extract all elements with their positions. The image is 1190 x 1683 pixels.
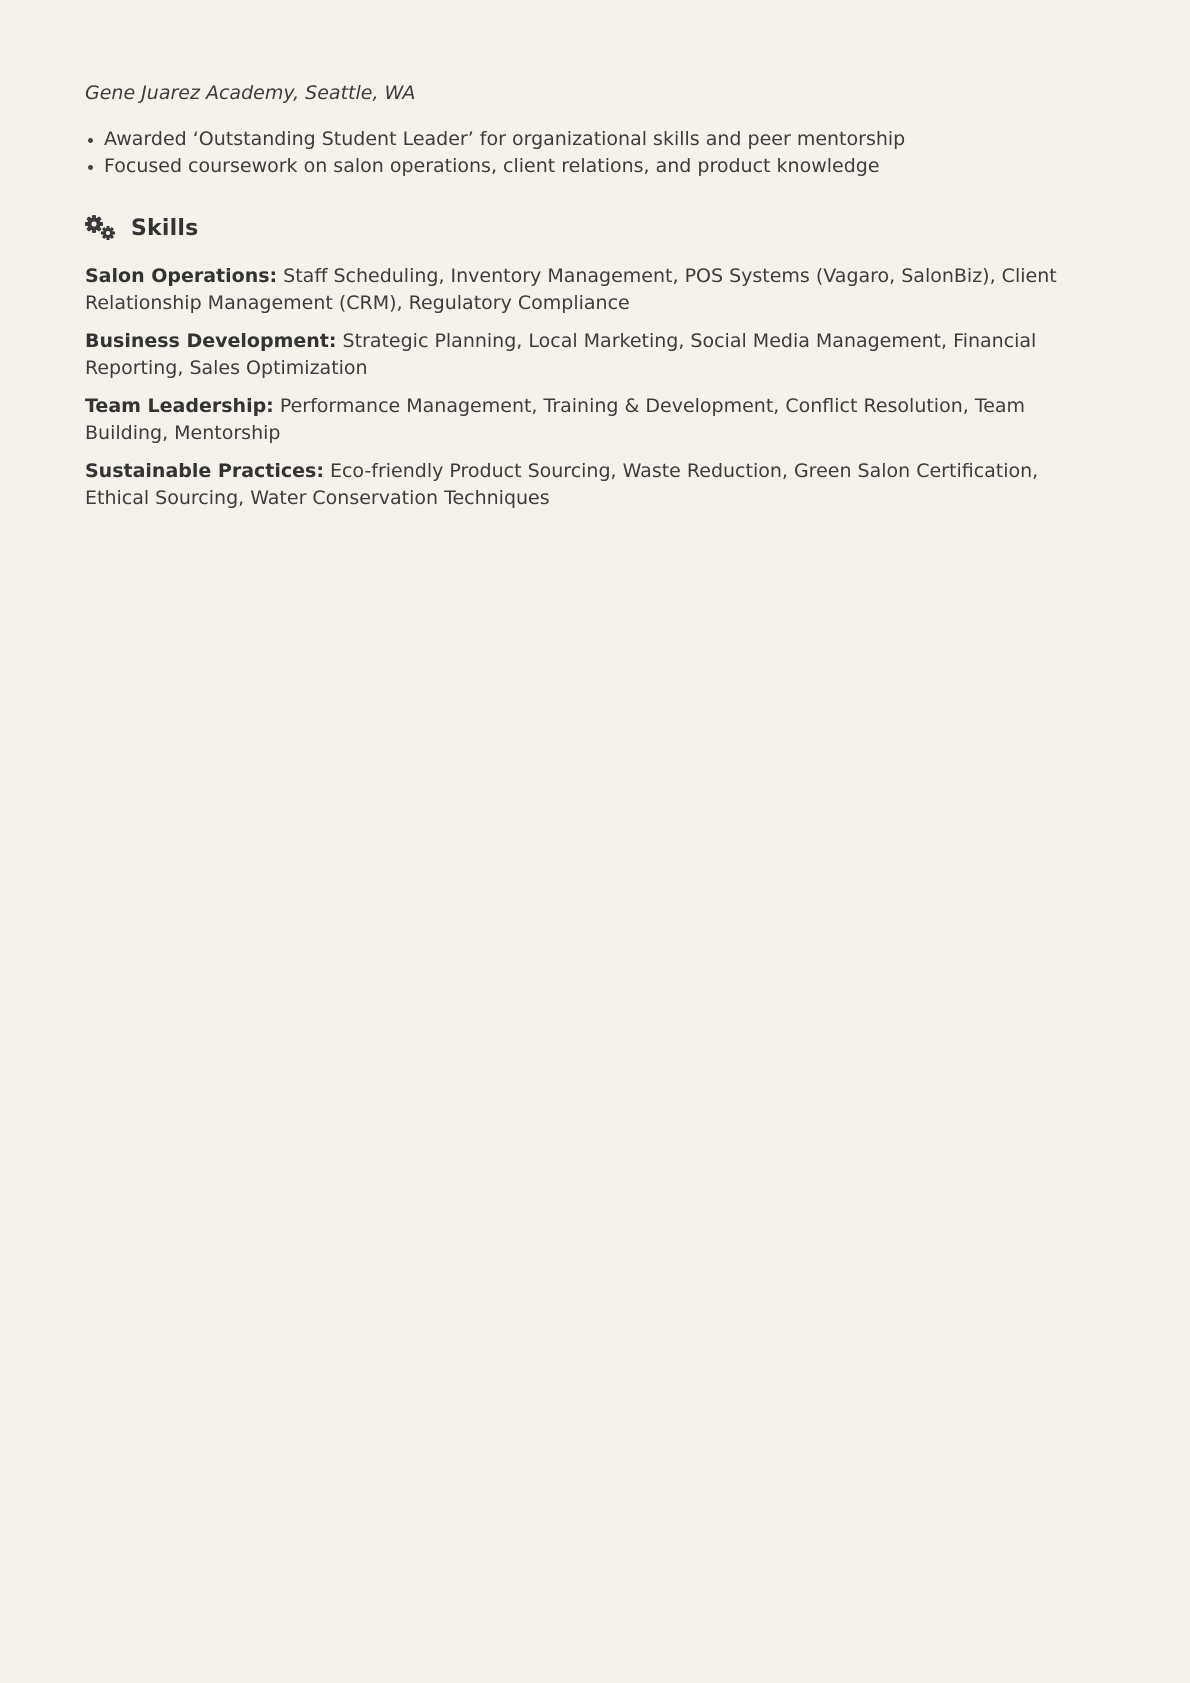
education-highlights — [85, 126, 1105, 180]
skill-label: Business Development: — [85, 330, 337, 352]
skills-section — [85, 213, 1105, 512]
skills-heading — [85, 213, 1105, 243]
skill-label: Team Leadership: — [85, 395, 274, 417]
skills-title: Skills — [131, 215, 199, 241]
education-highlight-item: Focused coursework on salon operations, client relations, and product knowledge — [85, 153, 1105, 180]
education-entry — [85, 80, 1105, 180]
skill-row-sustainable-practices — [85, 458, 1105, 512]
education-highlight-item: Awarded ‘Outstanding Student Leader’ for organizational skills and peer mentorship — [85, 126, 1105, 153]
skill-label: Salon Operations: — [85, 265, 278, 287]
skill-label: Sustainable Practices: — [85, 460, 324, 482]
skill-text: Performance Management, Training & Development, Conflict Resolution, Team Building, Mentorship — [85, 395, 1026, 444]
gears-icon — [85, 214, 117, 242]
skill-row-business-development — [85, 328, 1105, 382]
skills-list — [85, 263, 1105, 512]
school-name: Gene Juarez Academy, Seattle, WA — [85, 82, 416, 104]
skill-text: Staff Scheduling, Inventory Management, POS Systems (Vagaro, SalonBiz), Client Relationship Management (CRM), Regulatory Compliance — [85, 265, 1057, 314]
skill-text: Eco-friendly Product Sourcing, Waste Reduction, Green Salon Certification, Ethical Sourcing, Water Conservation Techniques — [85, 460, 1039, 509]
skill-text: Strategic Planning, Local Marketing, Social Media Management, Financial Reporting, Sales Optimization — [85, 330, 1037, 379]
skill-row-salon-operations — [85, 263, 1105, 317]
skill-row-team-leadership — [85, 393, 1105, 447]
